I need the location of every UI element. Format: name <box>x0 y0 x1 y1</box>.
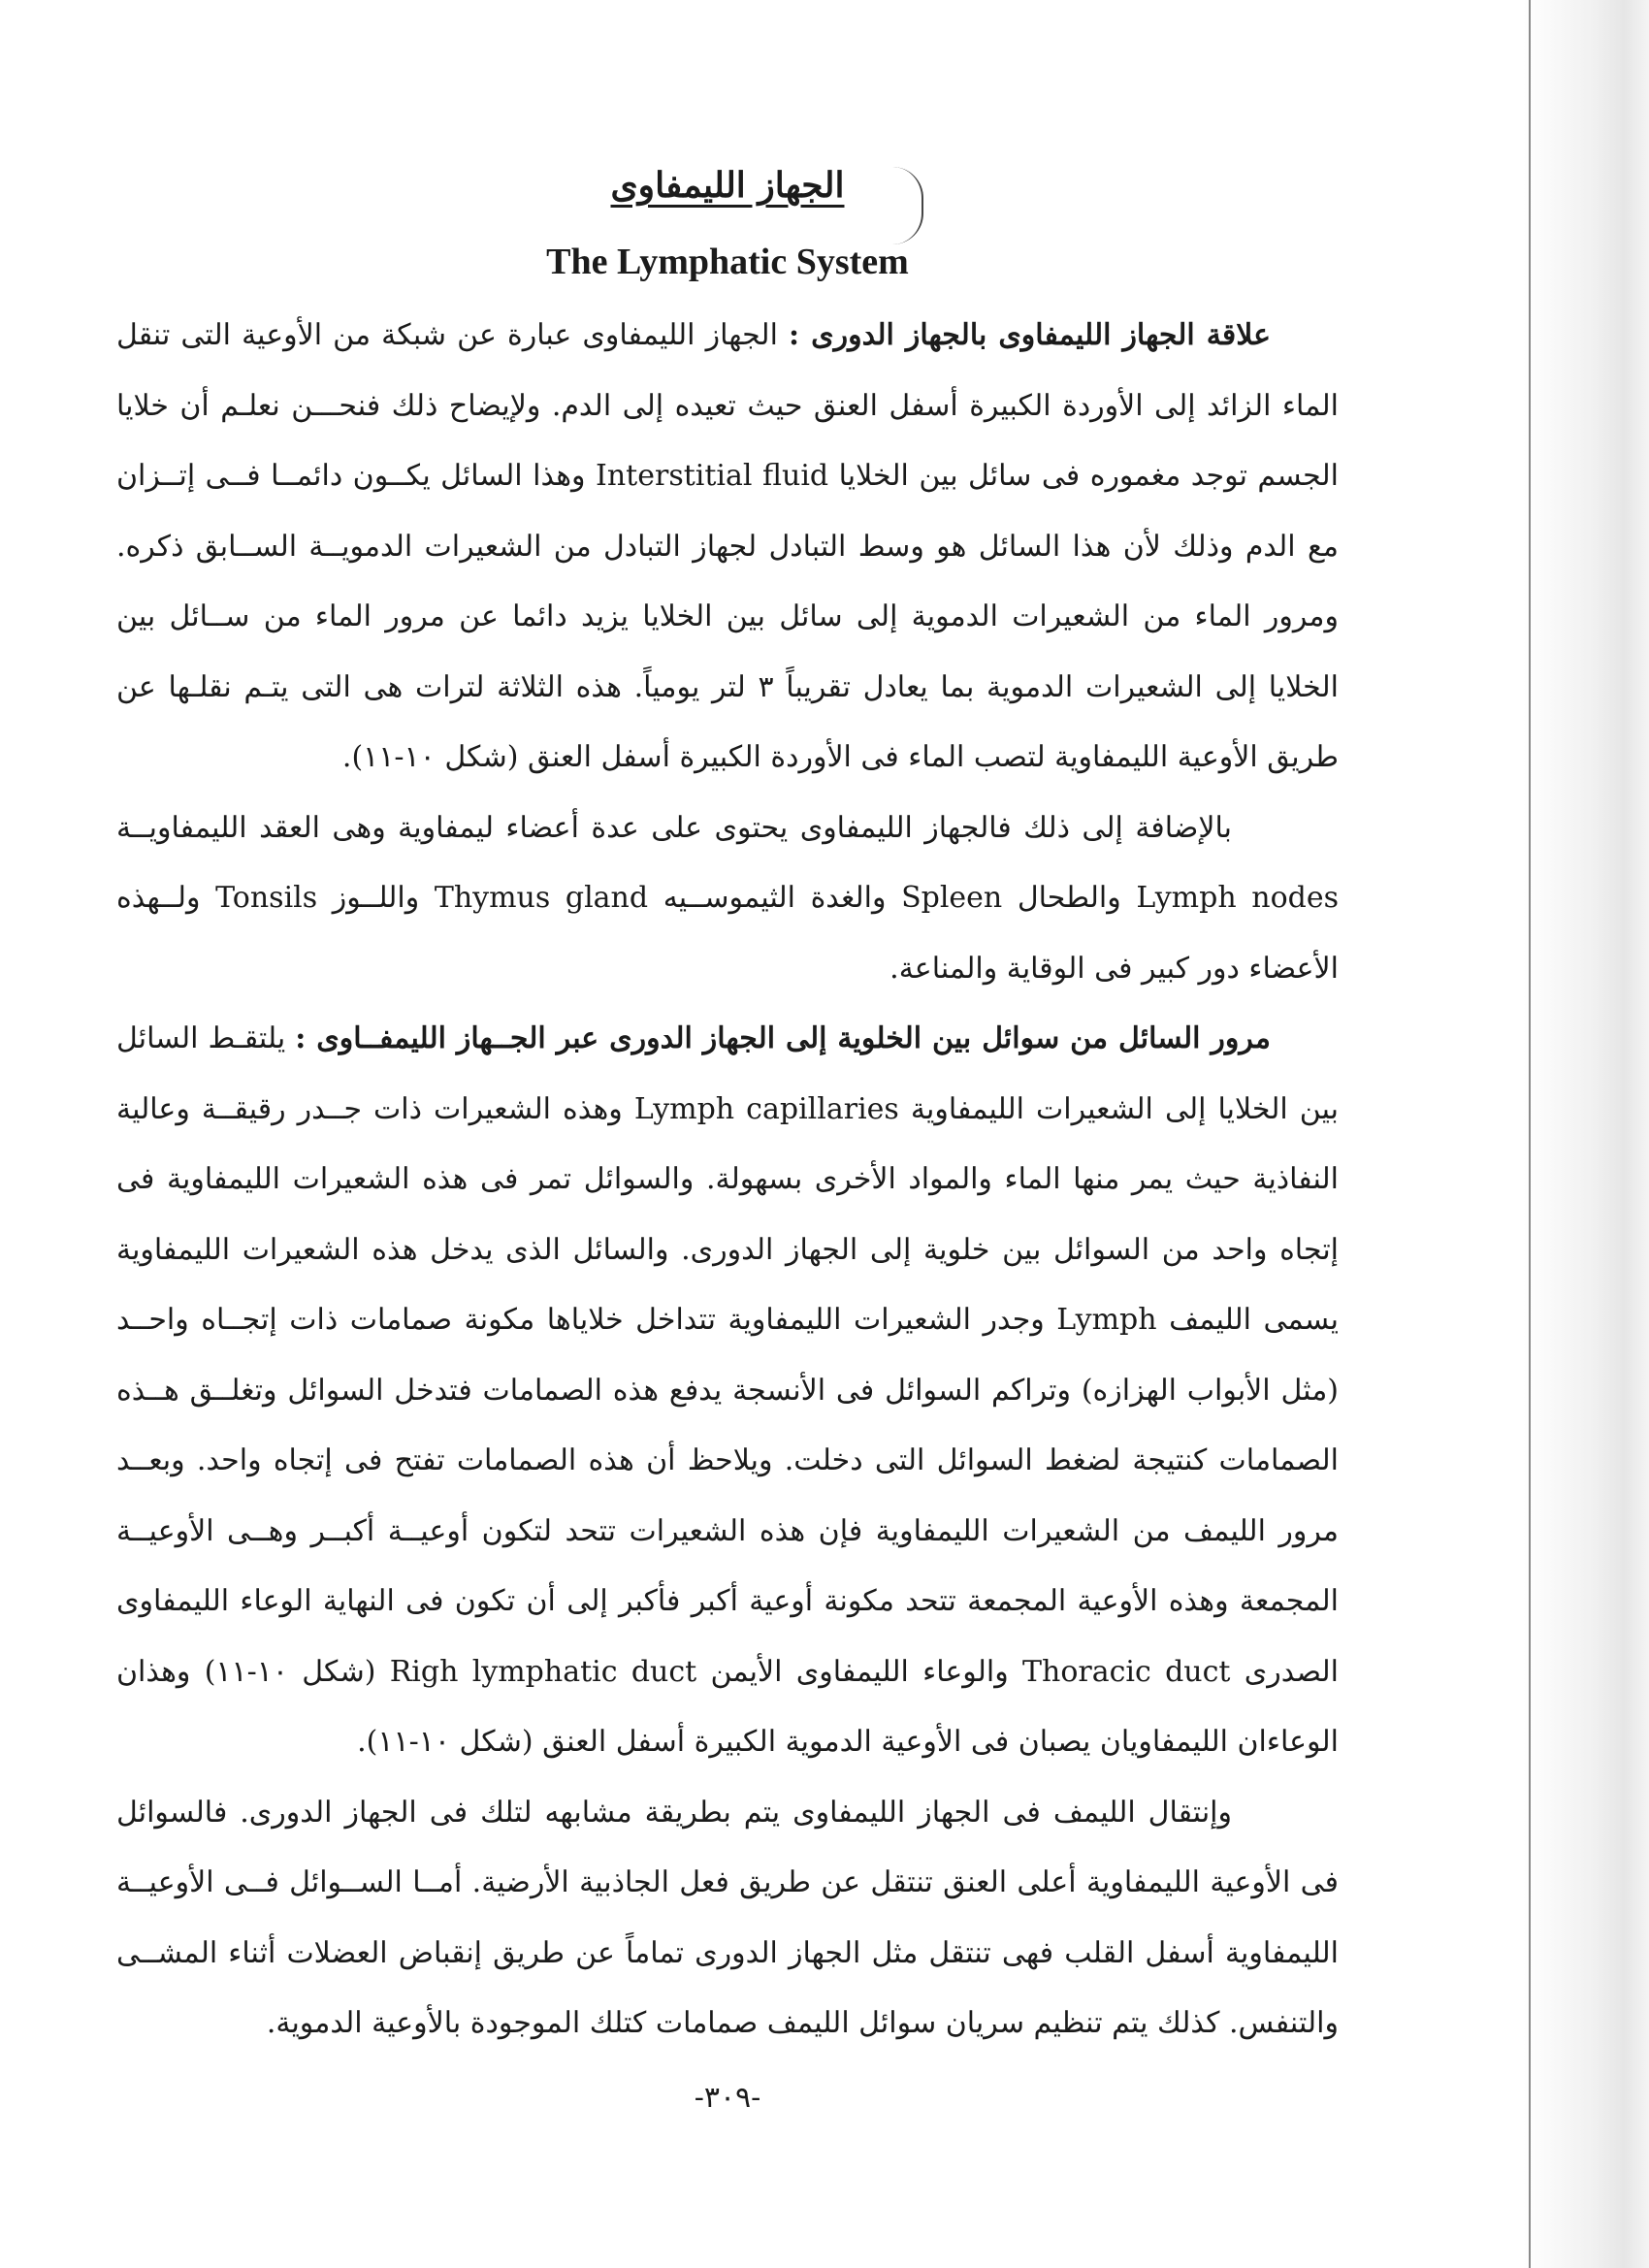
paragraph-3 <box>116 1004 1339 1778</box>
page-title-english: The Lymphatic System <box>546 242 909 282</box>
paragraph-1-heading: علاقة الجهاز الليمفاوى بالجهاز الدورى : <box>789 318 1271 352</box>
paragraph-3-heading: مرور السائل من سوائل بين الخلوية إلى الجهاز الدورى عبر الجــهاز الليمفــاوى : <box>295 1021 1271 1055</box>
paragraph-2 <box>116 794 1339 1005</box>
scan-fold-line <box>1529 0 1531 2268</box>
paragraph-1 <box>116 301 1339 794</box>
paragraph-2-text: بالإضافة إلى ذلك فالجهاز الليمفاوى يحتوى على عدة أعضاء ليمفاوية وهى العقد الليمفاويــة Lymph nodes والطحال Spleen والغدة الثيموســيه Thymus gland واللــوز Tonsils ولــهذه الأعضاء دور كبير فى الوقاية والمناعة. <box>116 810 1339 986</box>
paragraph-3-text: يلتقـط السائل بين الخلايا إلى الشعيرات الليمفاوية Lymph capillaries وهذه الشعيرات ذات جــدر رقيقــة وعالية النفاذية حيث يمر منها الماء والمواد الأخرى بسهولة. والسوائل تمر فى هذه الشعيرات الليمفاوية فى إتجاه واحد من السوائل بين خلوية إلى الجهاز الدورى. والسائل الذى يدخل هذه الشعيرات الليمفاوية يسمى الليمف Lymph وجدر الشعيرات الليمفاوية تتداخل خلاياها مكونة صمامات ذات إتجــاه واحــد (مثل الأبواب الهزازه) وتراكم السوائل فى الأنسجة يدفع هذه الصمامات فتدخل السوائل وتغلــق هــذه الصمامات كنتيجة لضغط السوائل التى دخلت. ويلاحظ أن هذه الصمامات تفتح فى إتجاه واحد. وبعــد مرور الليمف من الشعيرات الليمفاوية فإن هذه الشعيرات تتحد لتكون أوعيــة أكبــر وهــى الأوعيــة المجمعة وهذه الأوعية المجمعة تتحد مكونة أوعية أكبر فأكبر إلى أن تكون فى النهاية الوعاء الليمفاوى الصدرى Thoracic duct والوعاء الليمفاوى الأيمن Righ lymphatic duct (شكل ١٠-١١) وهذان الوعاءان الليمفاويان يصبان فى الأوعية الدموية الكبيرة أسفل العنق (شكل ١٠-١١). <box>116 1021 1340 1759</box>
document-page <box>116 146 1339 2163</box>
page-title-arabic: الجهاز الليمفاوى <box>610 165 845 206</box>
paragraph-4 <box>116 1778 1339 2059</box>
page-number: -٣٠٩- <box>694 2081 761 2115</box>
document-body <box>116 301 1339 2059</box>
paragraph-1-text: الجهاز الليمفاوى عبارة عن شبكة من الأوعية التى تنقل الماء الزائد إلى الأوردة الكبيرة أسفل العنق حيث تعيده إلى الدم. ولإيضاح ذلك فنحـــن نعلـم أن خلايا الجسم توجد مغموره فى سائل بين الخلايا Interstitial fluid وهذا السائل يكــون دائمــا فــى إتــزان مع الدم وذلك لأن هذا السائل هو وسط التبادل لجهاز التبادل من الشعيرات الدمويــة الســابق ذكره. ومرور الماء من الشعيرات الدموية إلى سائل بين الخلايا يزيد دائما عن مرور الماء من ســائل بين الخلايا إلى الشعيرات الدموية بما يعادل تقريباً ٣ لتر يومياً. هذه الثلاثة لترات هى التى يتـم نقلـها عن طريق الأوعية الليمفاوية لتصب الماء فى الأوردة الكبيرة أسفل العنق (شكل ١٠-١١). <box>116 318 1339 774</box>
scan-margin-shadow <box>1523 0 1649 2268</box>
paragraph-4-text: وإنتقال الليمف فى الجهاز الليمفاوى يتم بطريقة مشابهه لتلك فى الجهاز الدورى. فالسوائل فى الأوعية الليمفاوية أعلى العنق تنتقل عن طريق فعل الجاذبية الأرضية. أمــا الســوائل فــى الأوعيــة الليمفاوية أسفل القلب فهى تنتقل مثل الجهاز الدورى تماماً عن طريق إنقباض العضلات أثناء المشــى والتنفس. كذلك يتم تنظيم سريان سوائل الليمف صمامات كتلك الموجودة بالأوعية الدموية. <box>116 1795 1339 2040</box>
